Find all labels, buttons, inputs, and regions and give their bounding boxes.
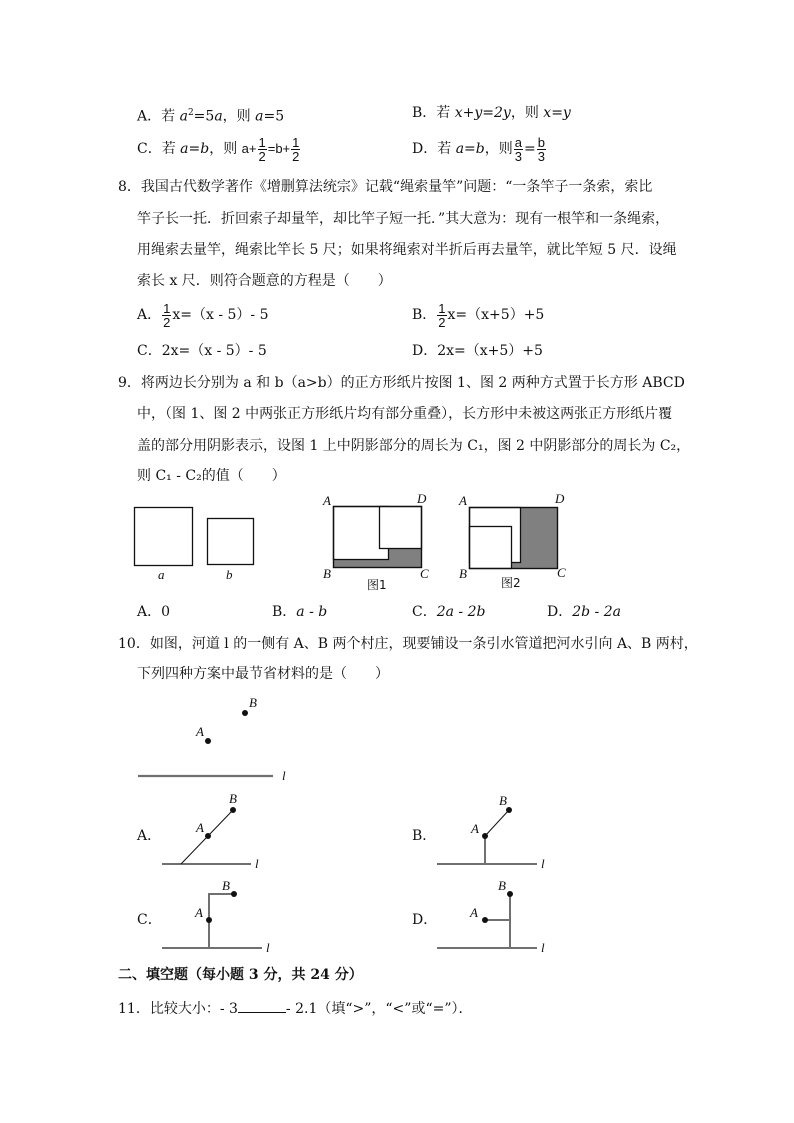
numerator: a (514, 134, 522, 150)
option-text: ，则 (222, 108, 256, 125)
math-expr: =b+ (267, 141, 291, 156)
q11-suffix: - 2.1（填“>”，“<”或“=”）． (285, 1001, 473, 1017)
point-b (230, 807, 236, 813)
q9-option-a (137, 603, 170, 621)
q10-stem-line: 下列四种方案中最节省材料的是（ ） (137, 666, 389, 682)
denominator: 2 (292, 148, 300, 164)
q9-option-b (272, 603, 327, 621)
river-label: l (282, 768, 286, 783)
corner-label-d: D (555, 491, 565, 506)
denominator: 2 (163, 314, 171, 330)
point-a (205, 738, 211, 744)
q11-prefix: 11．比较大小：- 3 (118, 1001, 238, 1017)
option-label: D． (412, 343, 438, 359)
q10-option-a-figure (162, 791, 259, 871)
math-var: a (179, 108, 188, 125)
corner-label-b: B (323, 566, 331, 581)
point-b (231, 891, 237, 897)
equation-text: x=（x - 5）- 5 (172, 307, 269, 323)
exponent: 2 (187, 108, 194, 118)
point-b-label: B (222, 878, 230, 893)
q9-stem-line: 盖的部分用阴影表示，设图 1 上中阴影部分的周长为 C₁，图 2 中阴影部分的周长为 C₂， (137, 438, 691, 454)
math-expr: a=b (180, 141, 210, 157)
math-expr: a+ (241, 141, 257, 156)
option-label: D． (412, 141, 438, 157)
option-text: ，则 (484, 141, 513, 157)
option-text: a - b (296, 604, 328, 620)
option-label: B． (412, 105, 437, 121)
square-b-figure (208, 519, 254, 583)
q8-stem-line: 用绳索去量竿，绳索比竿长 5 尺；如果将绳索对半折后再去量竿，就比竿短 5 尺．设绳 (137, 242, 677, 258)
option-text: 2a - 2b (436, 604, 486, 620)
q9-option-d (547, 603, 621, 621)
denominator: 3 (514, 148, 522, 164)
q10-main-figure (138, 695, 286, 783)
corner-label-a: A (459, 493, 467, 508)
q9-stem-line: 9．将两边长分别为 a 和 b（a>b）的正方形纸片按图 1、图 2 两种方式置于长方形 ABCD (118, 375, 685, 391)
equation-text: 2x=（x - 5）- 5 (161, 343, 267, 359)
point-a-label: A (196, 820, 204, 835)
figure-1-caption: 图1 (367, 578, 387, 592)
corner-label-b: B (459, 566, 467, 581)
option-text: 若 (437, 141, 456, 157)
point-b-label: B (229, 791, 237, 806)
river-label: l (541, 856, 545, 871)
option-text: 2b - 2a (572, 604, 621, 620)
corner-label-c: C (420, 566, 429, 581)
point-b-label: B (249, 695, 257, 710)
corner-label-d: D (417, 491, 427, 506)
option-label: C． (137, 343, 162, 359)
river-label: l (255, 856, 259, 871)
option-text: ，则 (510, 105, 544, 121)
numerator: 1 (258, 134, 266, 150)
figure-2 (458, 491, 566, 590)
corner-label-a: A (323, 493, 331, 508)
q10-option-d-label: D． (412, 912, 438, 928)
point-a-label: A (196, 724, 204, 739)
q8-stem-line: 8．我国古代数学著作《增删算法统宗》记载“绳索量竿”问题：“一条竿子一条索，索比 (118, 179, 653, 195)
point-a (206, 917, 212, 923)
math-expr: a=b (455, 141, 485, 157)
numerator: b (537, 134, 545, 150)
equation-text: x=（x+5）+5 (447, 307, 545, 323)
square-b-label: b (226, 567, 233, 582)
denominator: 2 (438, 314, 446, 330)
corner-label-c: C (557, 565, 566, 580)
figure-1 (322, 491, 429, 592)
option-label: C． (137, 141, 162, 157)
denominator: 3 (537, 148, 545, 164)
point-b-label: B (498, 878, 506, 893)
option-label: A． (137, 108, 162, 125)
q9-stem-line: 则 C₁ - C₂的值（ ） (137, 468, 286, 484)
point-a (482, 917, 488, 923)
answer-blank[interactable] (238, 998, 286, 1013)
math-expr: x=y (543, 105, 571, 121)
q10-option-c-figure (162, 878, 270, 955)
math-expr: =5 (193, 108, 215, 125)
point-a-label: A (471, 821, 479, 836)
figure-2-caption: 图2 (501, 576, 521, 590)
q10-option-c-label: C． (137, 912, 162, 928)
math-expr: x+y=2y (454, 105, 511, 121)
option-label: B． (412, 307, 437, 323)
option-label: A． (137, 307, 162, 323)
square-a-figure (135, 508, 193, 583)
q9-option-c (412, 603, 485, 621)
option-label: A． (137, 604, 162, 620)
denominator: 2 (258, 148, 266, 164)
q10-stem-line: 10．如图，河道 l 的一侧有 A、B 两个村庄，现要铺设一条引水管道把河水引向 A、B 两村， (118, 636, 698, 652)
point-a-label: A (470, 905, 478, 920)
option-label: C． (412, 604, 437, 620)
numerator: 1 (292, 134, 300, 150)
q8-stem-line: 索长 x 尺．则符合题意的方程是（ ） (137, 273, 392, 289)
pipe-line (485, 810, 509, 836)
river-label: l (541, 940, 545, 955)
equation-text: 2x=（x+5）+5 (437, 343, 543, 359)
math-expr: = (523, 141, 536, 157)
point-b (242, 710, 248, 716)
math-expr: =5 (263, 108, 285, 125)
section-heading: 二、填空题（每小题 3 分，共 24 分） (118, 967, 363, 983)
pipe-line (209, 894, 234, 948)
point-a (205, 833, 211, 839)
numerator: 1 (438, 300, 446, 316)
math-var: a (214, 108, 223, 125)
q10-option-b-figure (437, 793, 545, 871)
q10-option-d-figure (437, 878, 545, 955)
q9-stem-line: 中，（图 1、图 2 中两张正方形纸片均有部分重叠），长方形中未被这两张正方形纸片覆 (137, 406, 673, 422)
river-label: l (266, 940, 270, 955)
option-text: 0 (161, 604, 171, 620)
option-label: B． (272, 604, 297, 620)
point-b-label: B (499, 793, 507, 808)
q10-option-a-label: A． (137, 828, 162, 844)
math-var: a (255, 108, 264, 125)
option-text: 若 (436, 105, 455, 121)
option-text: 若 (161, 141, 181, 157)
point-b (507, 891, 513, 897)
q10-option-b-label: B． (412, 828, 437, 844)
option-text: 若 (161, 108, 180, 125)
option-label: D． (547, 604, 573, 620)
point-a (482, 833, 488, 839)
square-a-label: a (158, 567, 165, 582)
numerator: 1 (163, 300, 171, 316)
point-a-label: A (195, 905, 203, 920)
question-11 (118, 998, 473, 1018)
q8-stem-line: 竿子长一托．折回索子却量竿，却比竿子短一托．”其大意为：现有一根竿和一条绳索， (137, 211, 670, 227)
option-text: ，则 (209, 141, 242, 157)
